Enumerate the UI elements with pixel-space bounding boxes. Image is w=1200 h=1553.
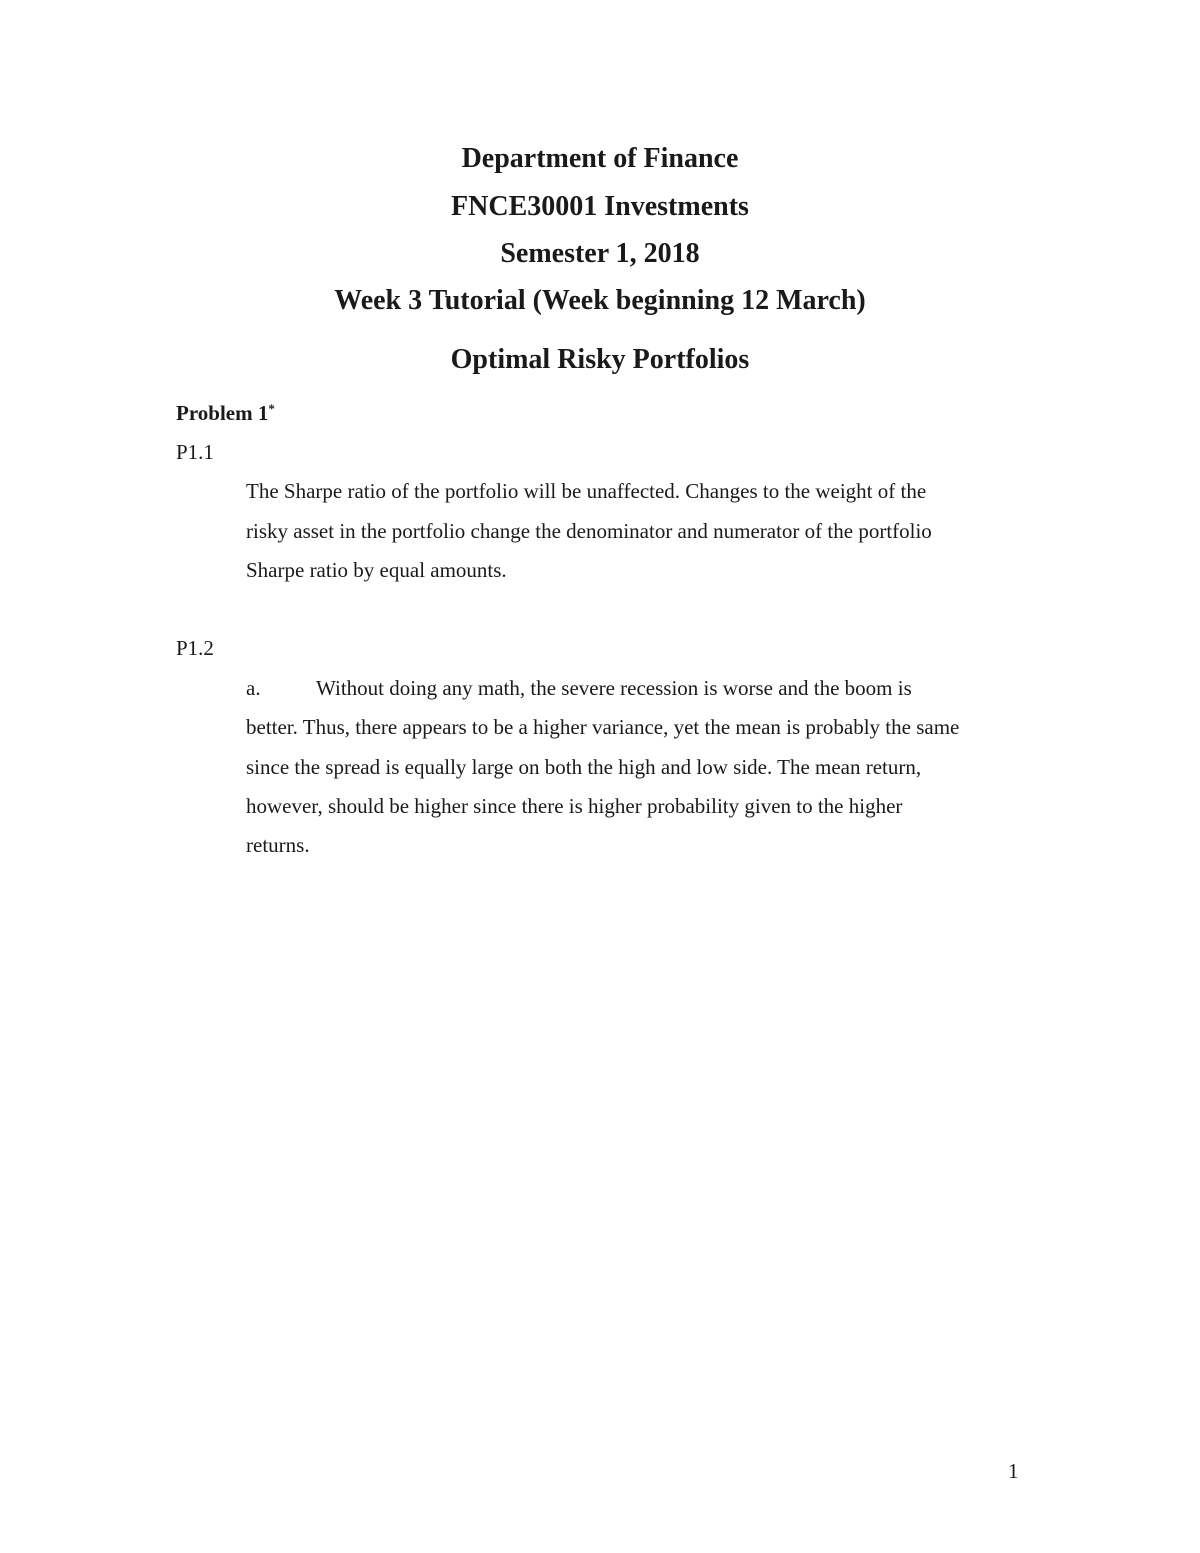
week-heading: Week 3 Tutorial (Week beginning 12 March): [334, 285, 866, 316]
p1-2-a-line-2: better. Thus, there appears to be a higher variance, yet the mean is probably the same: [246, 715, 960, 739]
p1-1-line-2: risky asset in the portfolio change the denominator and numerator of the portfolio: [246, 519, 932, 543]
problem-1-marker: *: [268, 401, 275, 416]
problem-1-heading: [176, 400, 275, 426]
part-p1-1-label: P1.1: [176, 440, 214, 464]
semester-heading: Semester 1, 2018: [500, 238, 700, 269]
p1-1-line-1: The Sharpe ratio of the portfolio will be unaffected. Changes to the weight of the: [246, 479, 927, 503]
department-heading: Department of Finance: [461, 143, 739, 174]
p1-2-a-line-5: returns.: [246, 833, 310, 857]
p1-1-line-3: Sharpe ratio by equal amounts.: [246, 558, 507, 582]
p1-2-a-line-1: Without doing any math, the severe recession is worse and the boom is: [316, 676, 912, 700]
item-a-marker: a.: [246, 676, 261, 700]
p1-2-a-line-3: since the spread is equally large on both the high and low side. The mean return,: [246, 755, 922, 779]
part-p1-2-label: P1.2: [176, 636, 214, 660]
p1-2-a-line-4: however, should be higher since there is higher probability given to the higher: [246, 794, 903, 818]
course-heading: FNCE30001 Investments: [451, 191, 749, 222]
problem-1-title: Problem 1: [176, 401, 269, 425]
page-number: 1: [1008, 1459, 1019, 1483]
topic-heading: Optimal Risky Portfolios: [450, 344, 750, 375]
